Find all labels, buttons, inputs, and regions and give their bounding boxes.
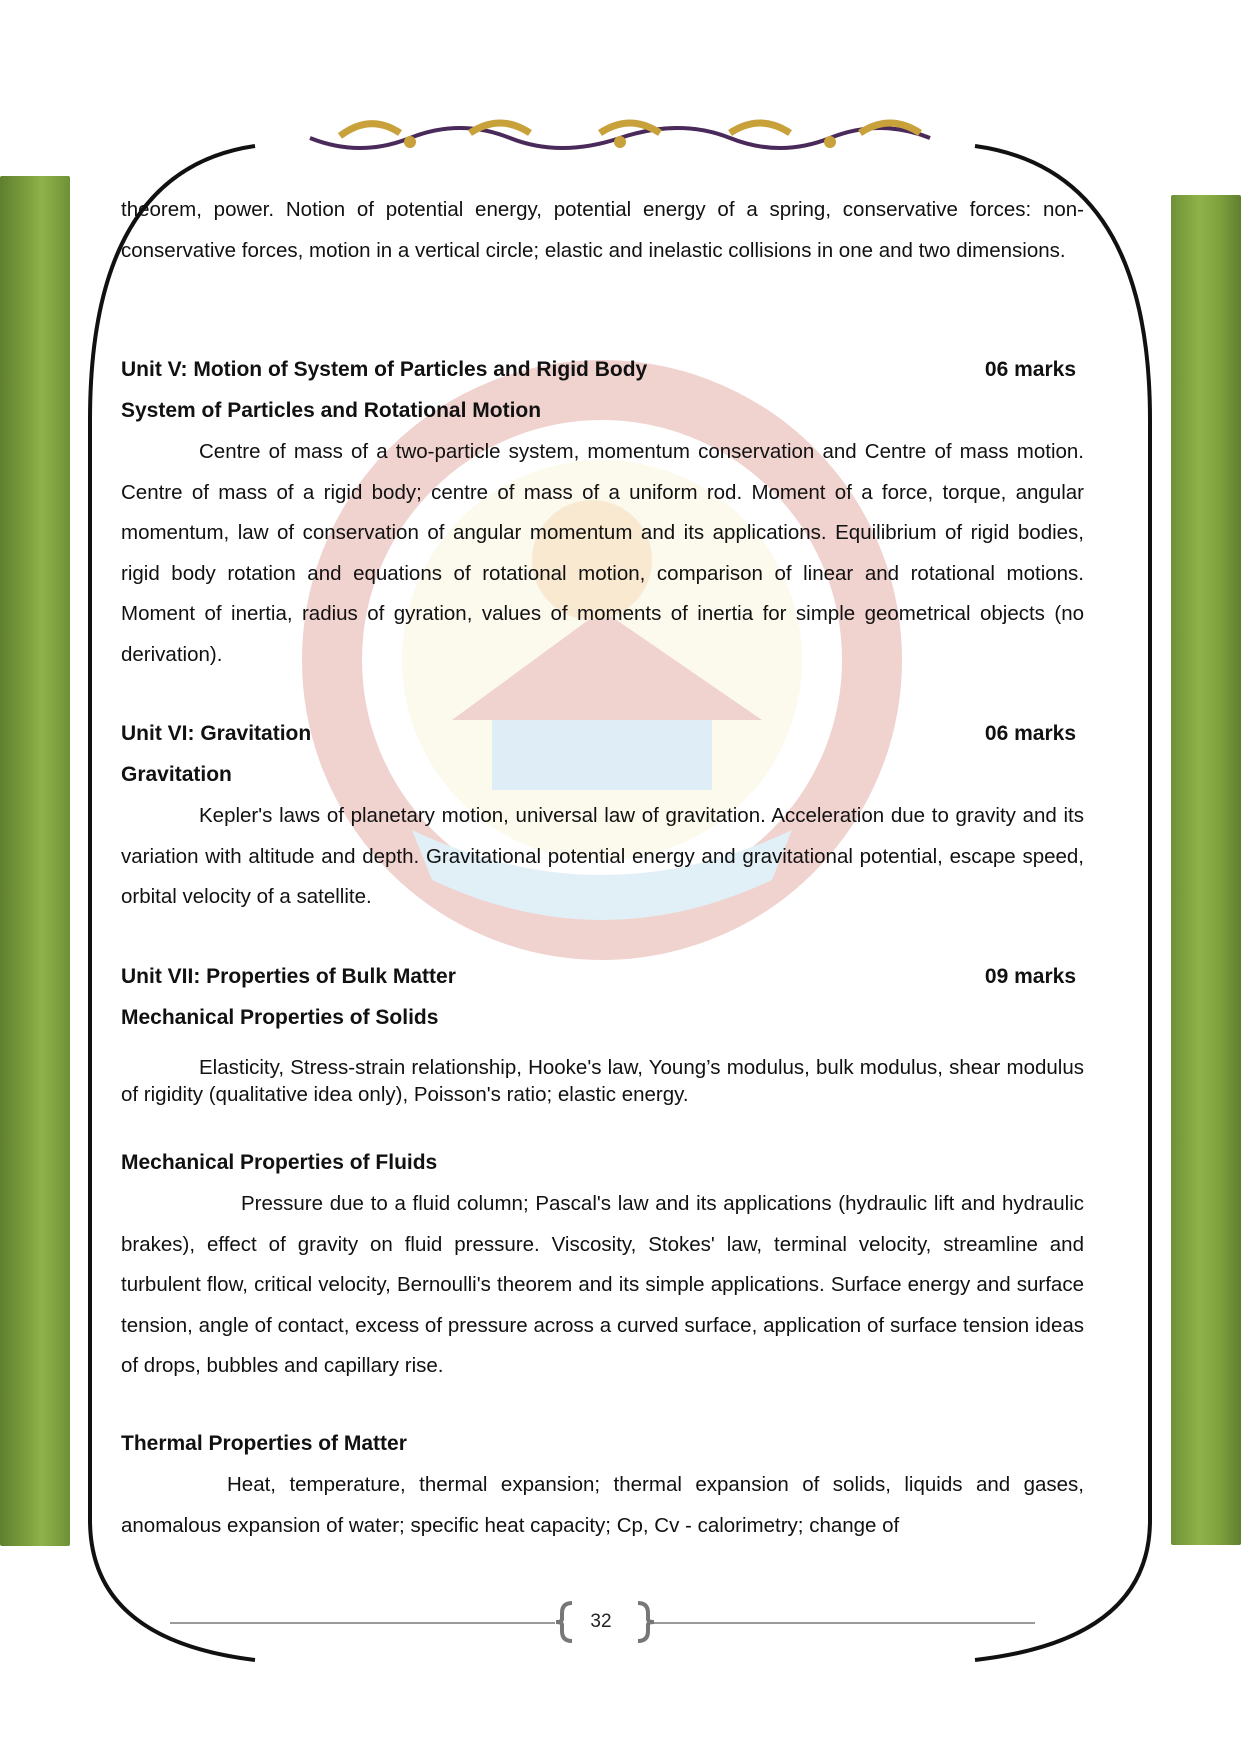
fluids-paragraph: Pressure due to a fluid column; Pascal's law and its applications (hydraulic lift and hydraulic brakes), effect of gravity on fluid pressure. Viscosity, Stokes' law, terminal velocity, streamline and turbulent flow, critical velocity, Bernoulli's theorem and its simple applications. Surface energy and surface tension, angle of contact, excess of pressure across a curved surface, application of surface tension ideas of drops, bubbles and capillary rise.	[121, 1192, 1084, 1377]
unit-6-title: Unit VI: Gravitation	[121, 722, 312, 745]
unit-7-heading	[121, 957, 1076, 997]
unit-5-title: Unit V: Motion of System of Particles and Rigid Body	[121, 358, 648, 381]
solids-body	[121, 1054, 1084, 1108]
unit-7-marks: 09 marks	[984, 965, 1076, 988]
unit-5-body	[121, 432, 1084, 675]
thermal-paragraph: Heat, temperature, thermal expansion; thermal expansion of solids, liquids and gases, anomalous expansion of water; specific heat capacity; Cp, Cv - calorimetry; change of	[121, 1473, 1084, 1537]
left-decorative-bar	[0, 176, 70, 1546]
unit-6-body	[121, 796, 1084, 918]
unit-5-heading	[121, 350, 1076, 390]
footer-line-right	[650, 1622, 1035, 1624]
unit-6-paragraph: Kepler's laws of planetary motion, universal law of gravitation. Acceleration due to gravity and its variation with altitude and depth. Gravitational potential energy and gravitational potential, escape speed, orbital velocity of a satellite.	[121, 804, 1084, 908]
unit-6-marks: 06 marks	[984, 722, 1076, 745]
intro-paragraph-block	[121, 190, 1084, 271]
right-decorative-bar	[1171, 195, 1241, 1545]
intro-paragraph: theorem, power. Notion of potential energy, potential energy of a spring, conservative forces: non-conservative forces, motion in a vertical circle; elastic and inelastic collisions in one and two dimensions.	[121, 198, 1084, 262]
unit-7-title: Unit VII: Properties of Bulk Matter	[121, 965, 456, 988]
footer-line-left	[170, 1622, 555, 1624]
unit-6-subheading: Gravitation	[121, 763, 232, 786]
solids-paragraph: Elasticity, Stress-strain relationship, Hooke's law, Young’s modulus, bulk modulus, shear modulus of rigidity (qualitative idea only), Poisson's ratio; elastic energy.	[121, 1056, 1084, 1106]
unit-5-subheading: System of Particles and Rotational Motion	[121, 399, 542, 422]
page-number: 32	[590, 1611, 612, 1632]
unit-5-paragraph: Centre of mass of a two-particle system, momentum conservation and Centre of mass motion. Centre of mass of a rigid body; centre of mass of a uniform rod. Moment of a force, torque, angular momentum, law of conservation of angular momentum and its applications. Equilibrium of rigid bodies, rigid body rotation and equations of rotational motion, comparison of linear and rotational motions. Moment of inertia, radius of gyration, values of moments of inertia for simple geometrical objects (no derivation).	[121, 440, 1084, 666]
solids-subheading: Mechanical Properties of Solids	[121, 1006, 439, 1029]
thermal-subheading: Thermal Properties of Matter	[121, 1432, 407, 1455]
thermal-body	[121, 1465, 1084, 1546]
unit-5-marks: 06 marks	[984, 358, 1076, 381]
fluids-subheading: Mechanical Properties of Fluids	[121, 1151, 438, 1174]
unit-6-heading	[121, 714, 1076, 754]
fluids-body	[121, 1184, 1084, 1387]
top-scroll-ornament	[300, 108, 940, 164]
